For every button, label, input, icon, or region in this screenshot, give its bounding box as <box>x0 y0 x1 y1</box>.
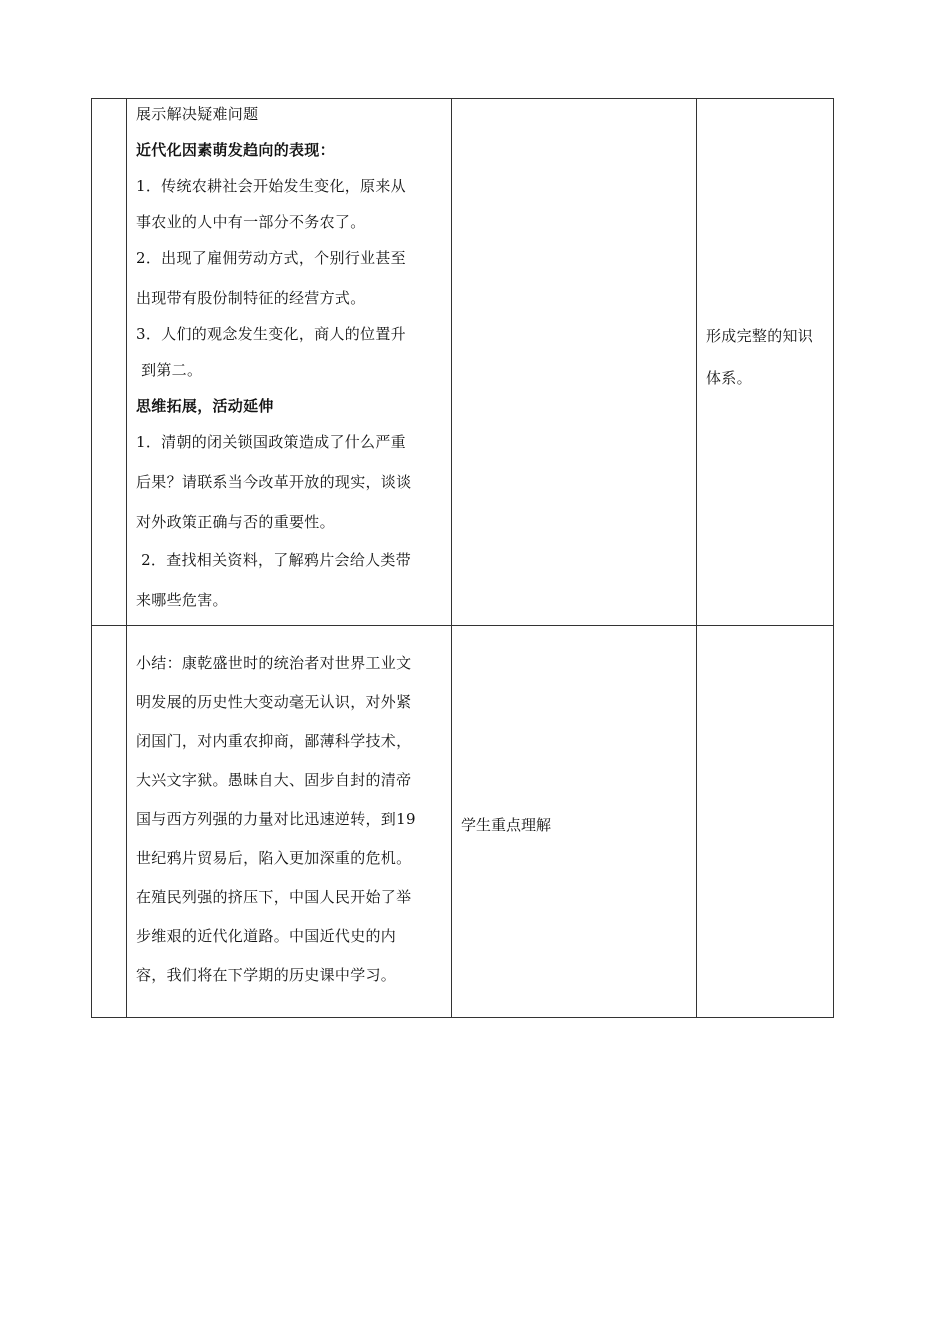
text-line: 后果？请联系当今改革开放的现实，谈谈 <box>136 473 412 491</box>
text-line: 3．人们的观念发生变化，商人的位置升 <box>136 325 406 343</box>
table-row <box>92 99 834 626</box>
goal-text-line: 形成完整的知识 <box>706 327 814 345</box>
heading-line: 思维拓展，活动延伸 <box>136 397 274 415</box>
summary-line: 大兴文字狱。愚昧自大、固步自封的清帝 <box>136 770 412 789</box>
table-row <box>92 625 834 1017</box>
summary-line: 步维艰的近代化道路。中国近代史的内 <box>136 926 397 945</box>
summary-line: 国与西方列强的力量对比迅速逆转，到19 <box>136 809 416 828</box>
blank-cell <box>92 99 127 626</box>
text-line: 对外政策正确与否的重要性。 <box>136 513 335 531</box>
text-line: 到第二。 <box>136 361 203 379</box>
summary-line: 在殖民列强的挤压下，中国人民开始了举 <box>136 887 412 906</box>
activity-cell <box>452 99 697 626</box>
text-line: 1．清朝的闭关锁国政策造成了什么严重 <box>136 433 406 451</box>
lesson-table <box>91 98 834 1018</box>
text-line: 2．查找相关资料，了解鸦片会给人类带 <box>136 551 412 569</box>
text-line: 展示解决疑难问题 <box>136 105 259 123</box>
text-line: 来哪些危害。 <box>136 591 228 609</box>
content-cell <box>127 99 452 626</box>
text-line: 出现带有股份制特征的经营方式。 <box>136 289 366 307</box>
summary-line: 明发展的历史性大变动毫无认识，对外紧 <box>136 692 412 711</box>
text-line: 2．出现了雇佣劳动方式，个别行业甚至 <box>136 249 406 267</box>
text-line: 事农业的人中有一部分不务农了。 <box>136 213 366 231</box>
student-activity-text: 学生重点理解 <box>461 815 552 834</box>
goal-cell <box>697 99 834 626</box>
summary-line: 闭国门，对内重农抑商，鄙薄科学技术， <box>136 731 412 750</box>
text-line: 1．传统农耕社会开始发生变化，原来从 <box>136 177 406 195</box>
summary-line: 小结：康乾盛世时的统治者对世界工业文 <box>136 653 412 672</box>
summary-line: 世纪鸦片贸易后，陷入更加深重的危机。 <box>136 848 412 867</box>
goal-cell <box>697 625 834 1017</box>
heading-line: 近代化因素萌发趋向的表现： <box>136 141 335 159</box>
goal-text-line: 体系。 <box>706 369 752 387</box>
summary-line: 容，我们将在下学期的历史课中学习。 <box>136 965 397 984</box>
activity-cell <box>452 625 697 1017</box>
blank-cell <box>92 625 127 1017</box>
summary-cell <box>127 625 452 1017</box>
